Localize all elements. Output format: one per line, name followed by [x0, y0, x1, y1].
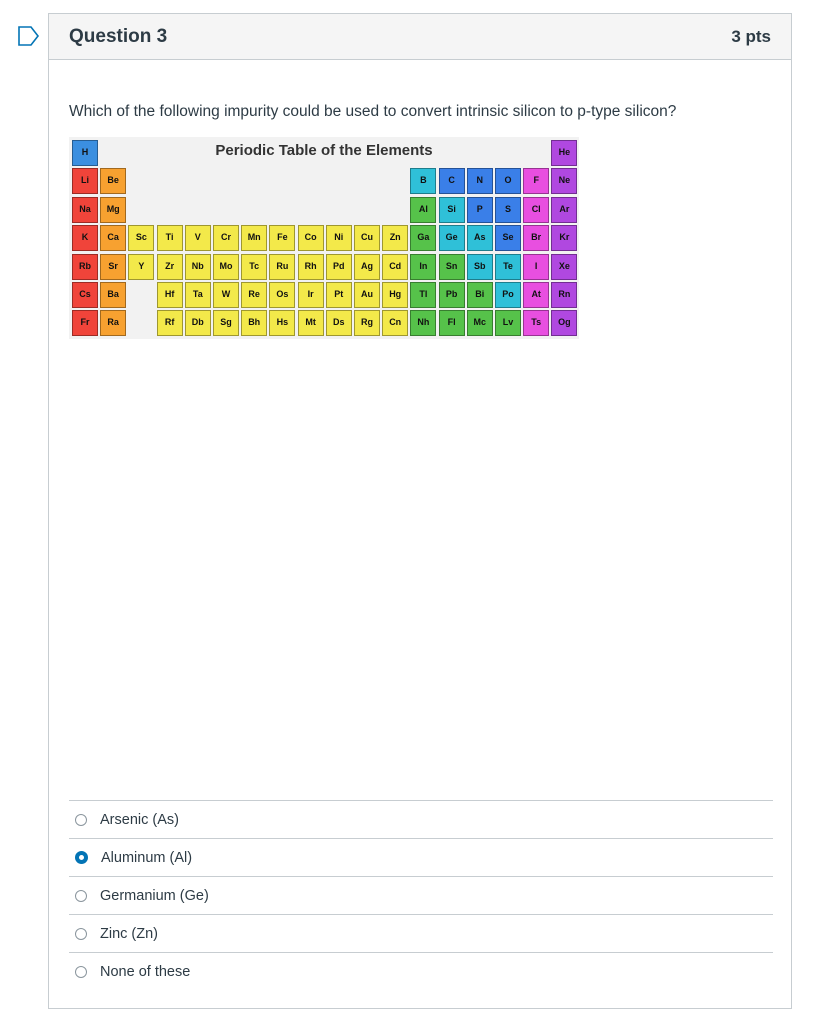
element-at — [523, 282, 549, 308]
element-db — [185, 310, 211, 336]
element-symbol: Si — [447, 203, 456, 214]
element-cl — [523, 197, 549, 223]
answer-option[interactable] — [69, 876, 773, 914]
element-symbol: Mn — [247, 232, 261, 243]
element-symbol: I — [534, 260, 538, 271]
element-symbol: Pt — [334, 289, 344, 299]
element-symbol: Nh — [417, 317, 430, 328]
element-ag — [354, 254, 380, 280]
element-ts — [523, 310, 549, 336]
element-symbol: Ds — [333, 317, 345, 328]
element-symbol: Pb — [445, 289, 458, 299]
element-symbol: Se — [502, 232, 514, 243]
element-ni — [326, 225, 352, 251]
element-b — [410, 168, 436, 194]
element-in — [410, 254, 436, 280]
element-h — [72, 140, 98, 166]
answer-label: None of these — [100, 963, 191, 980]
element-symbol: Tc — [249, 260, 260, 271]
element-symbol: Ni — [334, 232, 344, 243]
element-zn — [382, 225, 408, 251]
element-symbol: Rg — [361, 317, 373, 328]
element-ds — [326, 310, 352, 336]
element-fl — [439, 310, 465, 336]
element-hf — [157, 282, 183, 308]
element-symbol: Bh — [248, 317, 261, 328]
element-symbol: Ra — [107, 317, 119, 328]
element-mn — [241, 225, 267, 251]
element-symbol: Ta — [192, 289, 203, 299]
element-na — [72, 197, 98, 223]
element-cu — [354, 225, 380, 251]
element-symbol: Sc — [135, 232, 147, 243]
element-symbol: In — [419, 260, 428, 271]
radio-button[interactable] — [75, 966, 87, 978]
answer-label: Germanium (Ge) — [100, 887, 209, 904]
question-title: Question 3 — [69, 25, 168, 47]
element-symbol: Na — [79, 203, 91, 214]
element-rb — [72, 254, 98, 280]
element-symbol: Rb — [79, 260, 91, 271]
element-symbol: At — [531, 289, 541, 299]
element-rf — [157, 310, 183, 336]
element-co — [298, 225, 324, 251]
answer-label: Arsenic (As) — [100, 811, 179, 828]
element-k — [72, 225, 98, 251]
element-li — [72, 168, 98, 194]
element-br — [523, 225, 549, 251]
element-ga — [410, 225, 436, 251]
element-cd — [382, 254, 408, 280]
element-symbol: Og — [558, 317, 571, 328]
element-symbol: Ts — [531, 317, 542, 328]
element-te — [495, 254, 521, 280]
element-symbol: Hs — [276, 317, 289, 328]
radio-button[interactable] — [75, 814, 87, 826]
element-mg — [100, 197, 126, 223]
question-text: Which of the following impurity could be used to convert intrinsic silicon to p-type silicon? — [69, 103, 677, 120]
answer-option[interactable] — [69, 800, 773, 838]
element-symbol: Ba — [107, 289, 119, 299]
element-ge — [439, 225, 465, 251]
element-mo — [213, 254, 239, 280]
element-symbol: Cs — [79, 289, 91, 299]
element-fe — [269, 225, 295, 251]
element-symbol: Sg — [220, 317, 232, 328]
element-tc — [241, 254, 267, 280]
element-symbol: Be — [107, 175, 119, 186]
element-nb — [185, 254, 211, 280]
answer-option[interactable] — [69, 952, 773, 990]
element-symbol: Li — [81, 175, 89, 186]
element-symbol: Os — [276, 289, 289, 299]
element-n — [467, 168, 493, 194]
element-rn — [551, 282, 577, 308]
element-symbol: Au — [361, 289, 373, 299]
answer-option[interactable] — [69, 914, 773, 952]
element-symbol: K — [81, 232, 89, 243]
element-as — [467, 225, 493, 251]
element-ru — [269, 254, 295, 280]
answer-label: Aluminum (Al) — [101, 849, 193, 866]
radio-button[interactable] — [75, 928, 87, 940]
question-header — [49, 14, 791, 60]
element-cn — [382, 310, 408, 336]
element-ir — [298, 282, 324, 308]
element-sr — [100, 254, 126, 280]
element-re — [241, 282, 267, 308]
element-symbol: F — [533, 175, 539, 186]
question-card — [48, 13, 792, 1009]
element-zr — [157, 254, 183, 280]
radio-button[interactable] — [75, 851, 88, 864]
element-sn — [439, 254, 465, 280]
element-symbol: Ga — [417, 232, 430, 243]
element-symbol: B — [420, 175, 427, 186]
element-sc — [128, 225, 154, 251]
element-se — [495, 225, 521, 251]
element-y — [128, 254, 154, 280]
element-symbol: W — [221, 289, 231, 299]
element-symbol: Rh — [304, 260, 317, 271]
element-bh — [241, 310, 267, 336]
element-kr — [551, 225, 577, 251]
element-symbol: H — [81, 147, 89, 157]
element-symbol: N — [476, 175, 484, 186]
element-og — [551, 310, 577, 336]
element-rh — [298, 254, 324, 280]
element-tl — [410, 282, 436, 308]
element-pt — [326, 282, 352, 308]
element-symbol: Cd — [389, 260, 402, 271]
element-symbol: Sn — [445, 260, 458, 271]
element-ra — [100, 310, 126, 336]
element-be — [100, 168, 126, 194]
element-symbol: Br — [531, 232, 542, 243]
element-symbol: C — [448, 175, 455, 186]
element-hs — [269, 310, 295, 336]
element-symbol: Mt — [305, 317, 316, 328]
element-w — [213, 282, 239, 308]
question-points: 3 pts — [731, 26, 771, 46]
element-symbol: Ru — [276, 260, 289, 271]
element-o — [495, 168, 521, 194]
periodic-table-image — [69, 137, 579, 339]
element-pb — [439, 282, 465, 308]
element-symbol: Sb — [474, 260, 486, 271]
element-pd — [326, 254, 352, 280]
element-symbol: Ag — [361, 260, 373, 271]
element-cs — [72, 282, 98, 308]
element-rg — [354, 310, 380, 336]
element-mt — [298, 310, 324, 336]
element-symbol: Cn — [389, 317, 402, 328]
element-symbol: Hg — [389, 289, 402, 299]
element-f — [523, 168, 549, 194]
element-nh — [410, 310, 436, 336]
element-symbol: Zr — [165, 260, 175, 271]
element-fr — [72, 310, 98, 336]
element-symbol: Ne — [558, 175, 571, 186]
element-lv — [495, 310, 521, 336]
element-ca — [100, 225, 126, 251]
element-symbol: Y — [138, 260, 145, 271]
element-ar — [551, 197, 577, 223]
element-symbol: Fe — [277, 232, 288, 243]
element-symbol: Rn — [558, 289, 571, 299]
element-al — [410, 197, 436, 223]
element-symbol: Mo — [219, 260, 233, 271]
element-symbol: Sr — [108, 260, 118, 271]
element-symbol: Nb — [191, 260, 204, 271]
element-symbol: Al — [418, 203, 428, 214]
element-symbol: O — [504, 175, 512, 186]
element-os — [269, 282, 295, 308]
element-symbol: Xe — [558, 260, 570, 271]
element-ba — [100, 282, 126, 308]
element-symbol: Po — [502, 289, 514, 299]
element-au — [354, 282, 380, 308]
radio-button[interactable] — [75, 890, 87, 902]
element-sg — [213, 310, 239, 336]
element-po — [495, 282, 521, 308]
element-symbol: Ti — [165, 232, 174, 243]
element-symbol: Cl — [531, 203, 541, 214]
element-he — [551, 140, 577, 166]
answer-label: Zinc (Zn) — [100, 925, 158, 942]
answer-list — [69, 800, 773, 990]
element-v — [185, 225, 211, 251]
element-symbol: Mc — [473, 317, 487, 328]
element-symbol: Ca — [107, 232, 119, 243]
element-symbol: Re — [248, 289, 260, 299]
element-symbol: Hf — [164, 289, 175, 299]
element-xe — [551, 254, 577, 280]
element-symbol: Rf — [164, 317, 175, 328]
element-ta — [185, 282, 211, 308]
element-symbol: S — [504, 203, 511, 214]
flag-question-icon[interactable] — [18, 26, 40, 46]
element-hg — [382, 282, 408, 308]
element-sb — [467, 254, 493, 280]
element-symbol: Lv — [502, 317, 514, 328]
element-symbol: V — [194, 232, 201, 243]
element-symbol: Tl — [419, 289, 428, 299]
element-bi — [467, 282, 493, 308]
element-symbol: Cr — [220, 232, 231, 243]
element-symbol: Co — [304, 232, 317, 243]
element-symbol: He — [558, 147, 571, 157]
element-symbol: P — [476, 203, 483, 214]
element-ne — [551, 168, 577, 194]
answer-option[interactable] — [69, 838, 773, 876]
element-symbol: Fl — [447, 317, 456, 328]
element-symbol: Fr — [80, 317, 90, 328]
element-s — [495, 197, 521, 223]
element-symbol: Ge — [445, 232, 458, 243]
element-symbol: Db — [191, 317, 204, 328]
element-symbol: Mg — [106, 203, 120, 214]
element-symbol: Ar — [559, 203, 570, 214]
element-symbol: As — [474, 232, 486, 243]
element-ti — [157, 225, 183, 251]
element-p — [467, 197, 493, 223]
element-symbol: Pd — [333, 260, 345, 271]
element-c — [439, 168, 465, 194]
element-symbol: Bi — [475, 289, 485, 299]
element-symbol: Kr — [559, 232, 570, 243]
periodic-table-title: Periodic Table of the Elements — [215, 142, 433, 159]
element-mc — [467, 310, 493, 336]
element-symbol: Zn — [389, 232, 401, 243]
element-symbol: Cu — [361, 232, 373, 243]
element-i — [523, 254, 549, 280]
element-symbol: Te — [503, 260, 513, 271]
element-cr — [213, 225, 239, 251]
element-si — [439, 197, 465, 223]
element-symbol: Ir — [307, 289, 314, 299]
